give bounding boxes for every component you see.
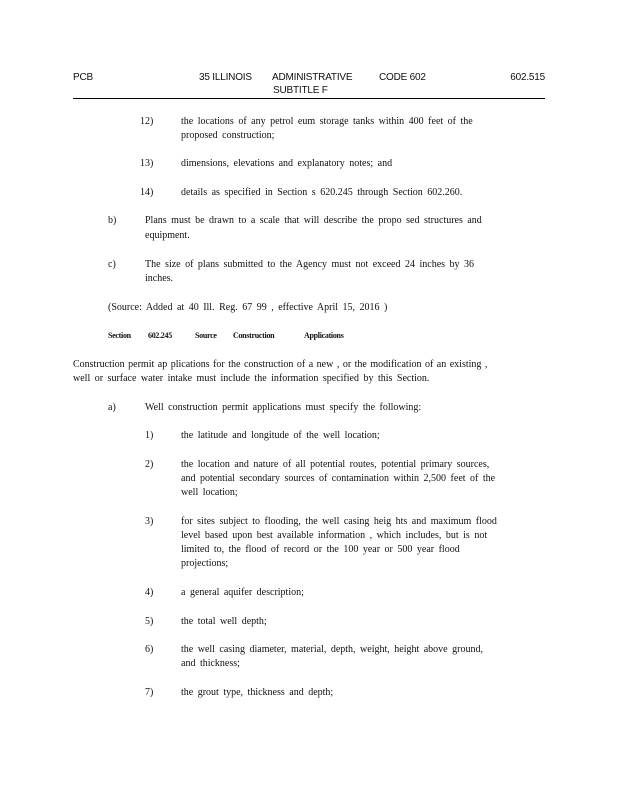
item-text: the grout type, thickness and depth; [181, 687, 334, 698]
item-label: 4) [145, 587, 154, 598]
item-text: and thickness; [181, 658, 240, 669]
item-text: a general aquifer description; [181, 587, 304, 598]
header-subtitle: SUBTITLE F [273, 85, 328, 96]
item-text: well location; [181, 487, 238, 498]
item-text: equipment. [145, 230, 190, 241]
item-text: limited to, the flood of record or the 100 year or 500 year flood [181, 544, 460, 555]
item-text: for sites subject to flooding, the well casing heig hts and maximum flood [181, 516, 497, 527]
section-intro: well or surface water intake must include the information specified by this Section. [73, 373, 430, 384]
section-title-word: Source [195, 331, 217, 340]
item-text: the latitude and longitude of the well location; [181, 430, 380, 441]
item-label: b) [108, 215, 117, 226]
header-title-1: 35 ILLINOIS [199, 72, 252, 83]
item-text: Well construction permit applications must specify the following: [145, 402, 422, 413]
item-text: and potential secondary sources of contamination within 2,500 feet of the [181, 473, 496, 484]
section-label: Section [108, 331, 131, 340]
section-title-word: Applications [304, 331, 344, 340]
source-note: (Source: Added at 40 Ill. Reg. 67 99 , effective April 15, 2016 ) [108, 302, 388, 313]
item-label: 6) [145, 644, 154, 655]
item-text: inches. [145, 273, 174, 284]
item-label: a) [108, 402, 116, 413]
page-header [73, 72, 545, 99]
item-label: 5) [145, 616, 154, 627]
section-number: 602.245 [148, 331, 172, 340]
item-text: projections; [181, 558, 229, 569]
item-text: dimensions, elevations and explanatory notes; and [181, 158, 393, 169]
item-label: c) [108, 259, 116, 270]
item-text: the locations of any petrol eum storage tanks within 400 feet of the [181, 116, 473, 127]
item-label: 12) [140, 116, 154, 127]
item-label: 1) [145, 430, 154, 441]
item-label: 3) [145, 516, 154, 527]
section-intro: Construction permit ap plications for the construction of a new , or the modification of an existing , [73, 359, 488, 370]
section-title-word: Construction [233, 331, 275, 340]
item-text: proposed construction; [181, 130, 275, 141]
item-text: The size of plans submitted to the Agency must not exceed 24 inches by 36 [145, 259, 475, 270]
header-section-number: 602.515 [510, 72, 545, 83]
item-text: the location and nature of all potential routes, potential primary sources, [181, 459, 490, 470]
item-text: the total well depth; [181, 616, 267, 627]
item-text: Plans must be drawn to a scale that will describe the propo sed structures and [145, 215, 482, 226]
header-title-3: CODE 602 [379, 72, 426, 83]
item-text: the well casing diameter, material, depth, weight, height above ground, [181, 644, 483, 655]
item-text: level based upon best available information , which includes, but is not [181, 530, 488, 541]
header-title-2: ADMINISTRATIVE [272, 72, 353, 83]
item-label: 14) [140, 187, 154, 198]
item-label: 2) [145, 459, 154, 470]
item-label: 7) [145, 687, 154, 698]
item-text: details as specified in Section s 620.245 through Section 602.260. [181, 187, 463, 198]
header-left: PCB [73, 72, 93, 83]
item-label: 13) [140, 158, 154, 169]
